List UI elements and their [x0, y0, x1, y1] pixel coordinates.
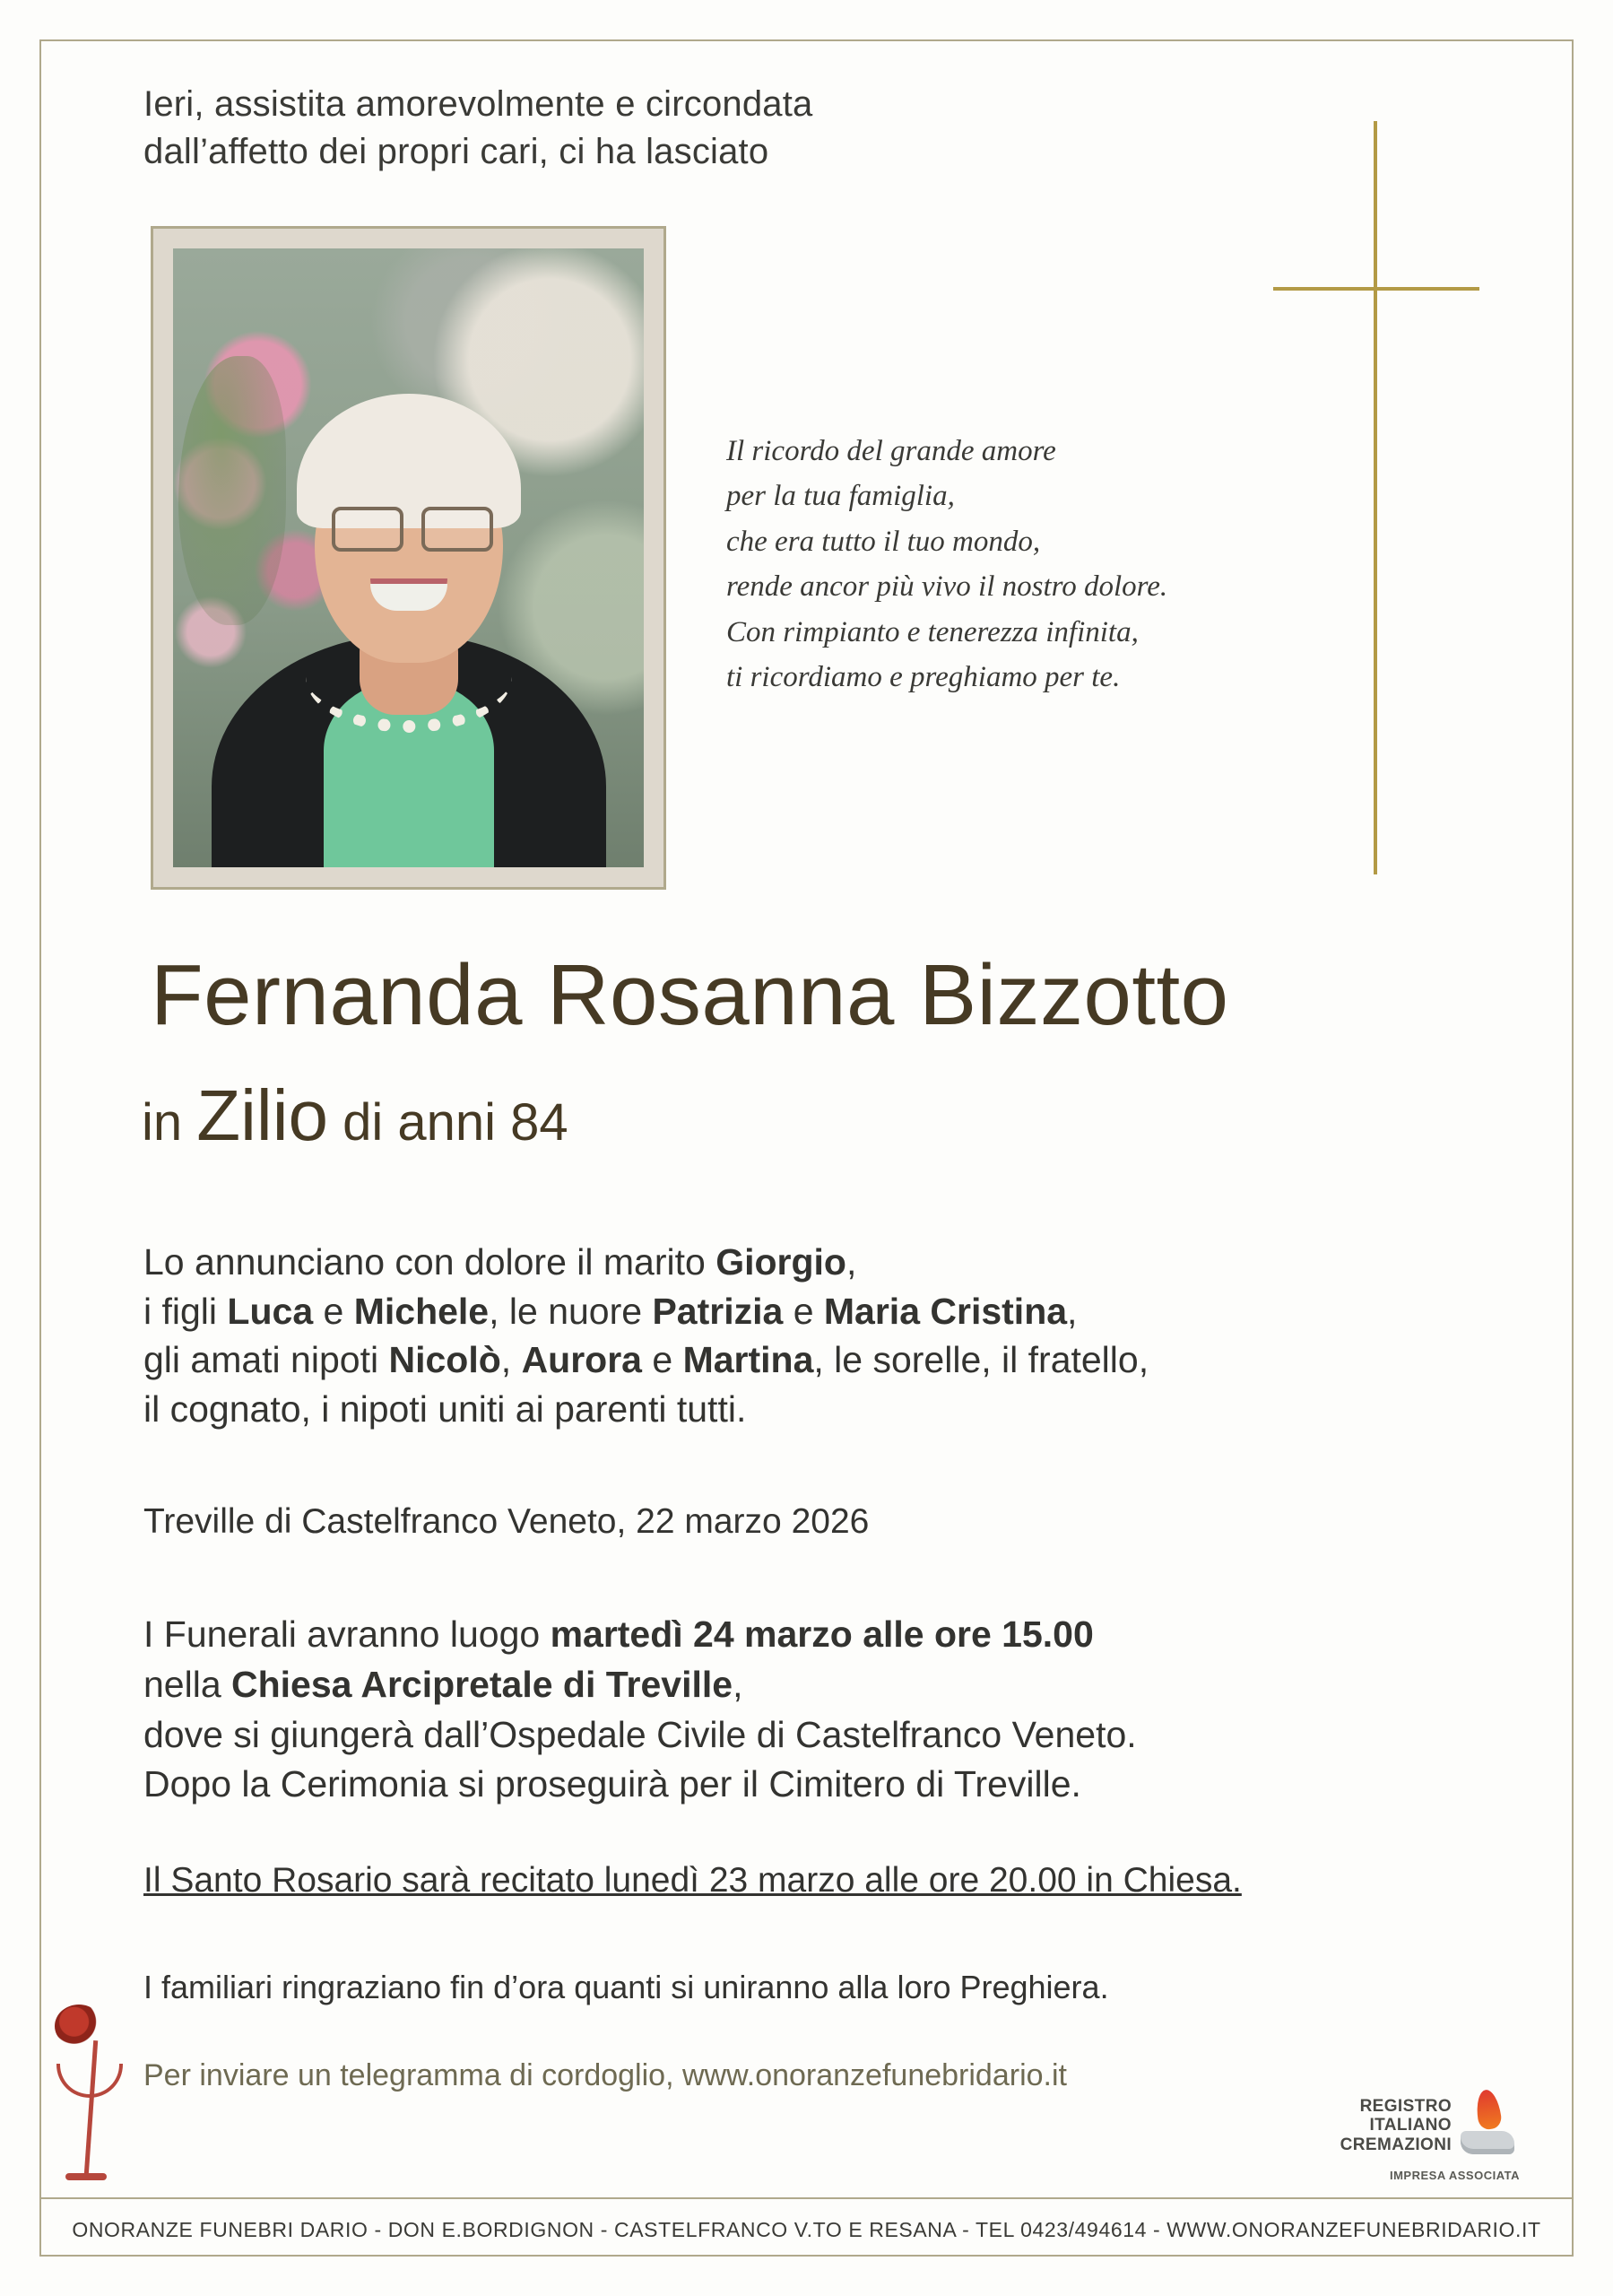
announce-line1-suffix: , [846, 1241, 857, 1283]
poem-line-5: Con rimpianto e tenerezza infinita, [726, 615, 1139, 648]
funeral-line-3: dove si giungerà dall’Ospedale Civile di Castelfranco Veneto. [143, 1713, 1137, 1755]
family-announcement [143, 1238, 1506, 1433]
announce-line2-mid3: e [783, 1290, 824, 1332]
funeral-line1-prefix: I Funerali avranno luogo [143, 1613, 551, 1655]
poem-line-2: per la tua famiglia, [726, 480, 955, 513]
funeral-line-4: Dopo la Cerimonia si proseguirà per il Cimitero di Treville. [143, 1763, 1081, 1805]
photo-glasses-left [332, 507, 403, 552]
intro-text [143, 81, 1130, 176]
funeral-line-2 [143, 1660, 1506, 1710]
footer-contact-line: ONORANZE FUNEBRI DARIO - DON E.BORDIGNON - CASTELFRANCO V.TO E RESANA - TEL 0423/494614 - WWW.ONORANZEFUNEBRIDARIO.IT [72, 2218, 1541, 2241]
announce-line3-suffix: , le sorelle, il fratello, [813, 1339, 1149, 1381]
deceased-married-name [142, 1076, 1487, 1155]
registro-line-2: ITALIANO [1369, 2116, 1452, 2135]
announce-son-1: Luca [227, 1290, 314, 1332]
announce-line2-prefix: i figli [143, 1290, 228, 1332]
announce-daughterinlaw-1: Patrizia [652, 1290, 784, 1332]
poem-line-6: ti ricordiamo e preghiamo per te. [726, 661, 1121, 694]
portrait-photo [173, 248, 644, 867]
announce-grandchild-1: Nicolò [388, 1339, 501, 1381]
announce-line-2 [143, 1287, 1506, 1336]
telegram-note: Per inviare un telegramma di cordoglio, www.onoranzefunebridario.it [143, 2058, 1067, 2092]
flame-icon [1461, 2090, 1516, 2161]
funeral-church: Chiesa Arcipretale di Treville [231, 1663, 733, 1705]
announce-line3-prefix: gli amati nipoti [143, 1339, 389, 1381]
deceased-full-name: Fernanda Rosanna Bizzotto [151, 947, 1229, 1043]
funeral-line2-suffix: , [733, 1663, 743, 1705]
announce-daughterinlaw-2: Maria Cristina [823, 1290, 1068, 1332]
registro-logo-text [1317, 2097, 1452, 2154]
book-icon [1461, 2131, 1514, 2154]
footer-divider [39, 2197, 1574, 2199]
announce-son-2: Michele [353, 1290, 490, 1332]
photo-pearl-necklace [306, 622, 512, 733]
cross-icon [1273, 121, 1479, 874]
registro-italiano-cremazioni-logo [1317, 2090, 1523, 2184]
announce-line3-mid2: e [641, 1339, 683, 1381]
announce-line-4: il cognato, i nipoti uniti ai parenti tutti. [143, 1387, 747, 1430]
married-prefix: in [142, 1093, 183, 1152]
announce-line2-mid2: , le nuore [489, 1290, 653, 1332]
photo-glasses-right [421, 507, 493, 552]
registro-associated-label: IMPRESA ASSOCIATA [1389, 2169, 1520, 2182]
funeral-datetime: martedì 24 marzo alle ore 15.00 [550, 1613, 1094, 1655]
thanks-note: I familiari ringraziano fin d’ora quanti si uniranno alla loro Preghiera. [143, 1969, 1109, 2005]
poem-line-1: Il ricordo del grande amore [726, 435, 1056, 467]
poem-line-4: rende ancor più vivo il nostro dolore. [726, 570, 1168, 604]
registro-line-3: CREMAZIONI [1340, 2135, 1452, 2154]
announce-line-3 [143, 1335, 1506, 1385]
portrait-frame [151, 226, 666, 890]
cross-horizontal-bar [1273, 287, 1479, 291]
intro-line-2: dall’affetto dei propri cari, ci ha lasciato [143, 131, 769, 171]
candle-stem-icon [84, 2040, 98, 2175]
age-text: di anni 84 [343, 1093, 568, 1152]
announce-line2-mid1: e [313, 1290, 354, 1332]
funeral-line-1 [143, 1610, 1506, 1660]
poem-line-3: che era tutto il tuo mondo, [726, 525, 1041, 558]
intro-line-1: Ieri, assistita amorevolmente e circondata [143, 84, 813, 124]
announce-line-1 [143, 1238, 1506, 1287]
announce-grandchild-3: Martina [682, 1339, 814, 1381]
rosary-notice: Il Santo Rosario sarà recitato lunedì 23 marzo alle ore 20.00 in Chiesa. [143, 1861, 1242, 1900]
funeral-line2-prefix: nella [143, 1663, 232, 1705]
announce-line1-prefix: Lo annunciano con dolore il marito [143, 1241, 716, 1283]
married-surname: Zilio [196, 1075, 328, 1155]
announce-line2-suffix: , [1067, 1290, 1078, 1332]
announce-line3-mid1: , [500, 1339, 522, 1381]
place-and-date: Treville di Castelfranco Veneto, 22 marzo 2026 [143, 1502, 870, 1541]
announce-husband-name: Giorgio [715, 1241, 846, 1283]
memorial-poem [726, 429, 1282, 700]
candle-base-icon [65, 2173, 107, 2180]
registro-line-1: REGISTRO [1359, 2097, 1452, 2116]
flame-shape [1474, 2088, 1503, 2130]
funeral-details [143, 1610, 1506, 1810]
announce-grandchild-2: Aurora [521, 1339, 642, 1381]
cross-vertical-bar [1374, 121, 1377, 874]
candle-rose-logo [49, 2005, 157, 2184]
